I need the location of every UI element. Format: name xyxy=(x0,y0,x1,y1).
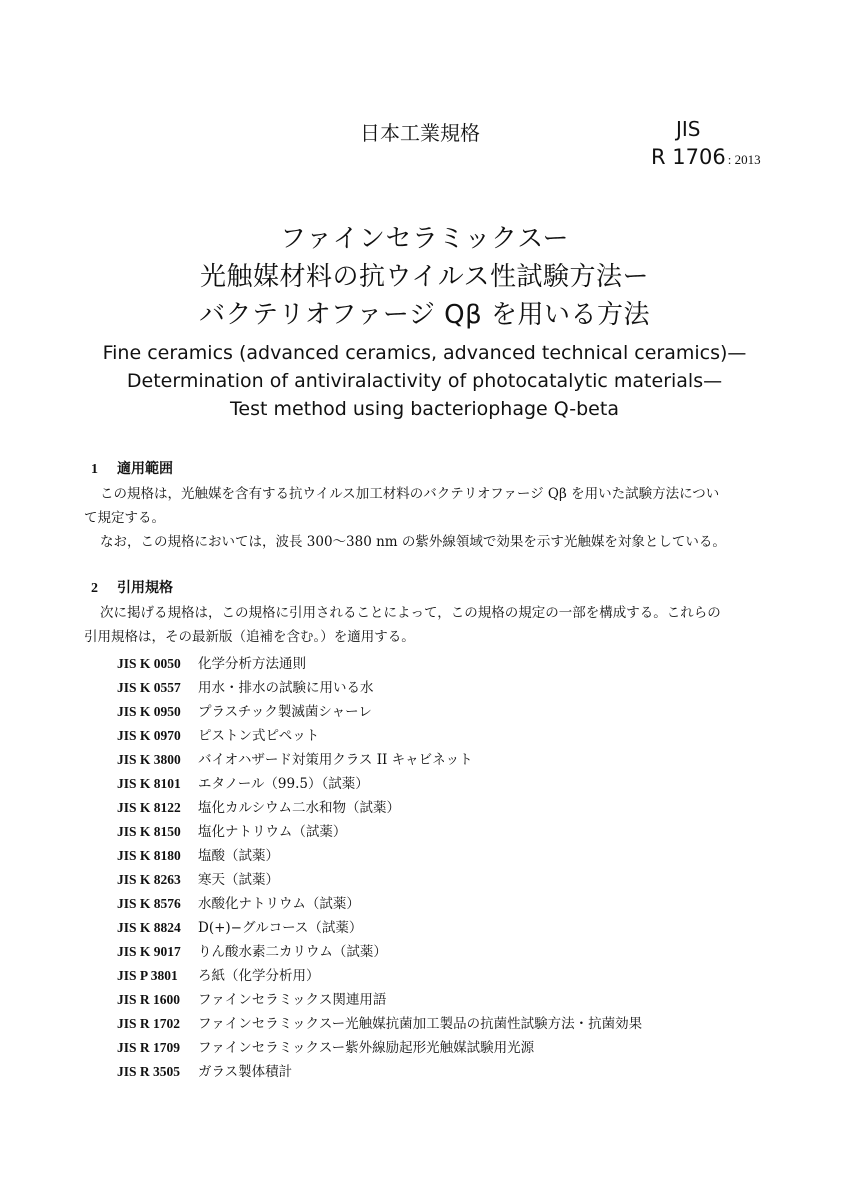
reference-title: エタノール（99.5）（試薬） xyxy=(198,776,369,792)
reference-item xyxy=(117,916,362,936)
reference-title: 塩化カルシウム二水和物（試薬） xyxy=(198,800,401,816)
reference-item xyxy=(117,988,386,1008)
reference-code: JIS K 8180 xyxy=(117,848,181,863)
reference-item xyxy=(117,892,360,912)
section-1-para-line-1: この規格は，光触媒を含有する抗ウイルス加工材料のバクテリオファージ Qβ を用いた試験方法につい xyxy=(100,486,720,502)
title-en-line-1: Fine ceramics (advanced ceramics, advanced technical ceramics)— xyxy=(102,342,747,364)
reference-code: JIS K 3800 xyxy=(117,752,181,767)
header-label: 日本工業規格 xyxy=(360,121,480,145)
reference-item xyxy=(117,796,400,816)
section-1-para-line-3: なお，この規格においては，波長 300～380 nm の紫外線領域で効果を示す光触媒を対象としている。 xyxy=(100,534,726,550)
reference-code: JIS R 1702 xyxy=(117,1016,181,1031)
section-1-para-line-2: て規定する。 xyxy=(84,510,165,526)
reference-item xyxy=(117,652,306,672)
reference-title: バイオハザード対策用クラス II キャビネット xyxy=(198,752,473,768)
title-jp-line-1: ファインセラミックスー xyxy=(280,224,569,254)
reference-item xyxy=(117,1012,642,1032)
reference-title: ファインセラミックスー光触媒抗菌加工製品の抗菌性試験方法・抗菌効果 xyxy=(198,1016,643,1032)
reference-code: JIS K 9017 xyxy=(117,944,181,959)
section-2-heading xyxy=(91,577,173,597)
reference-code: JIS K 8150 xyxy=(117,824,181,839)
reference-title: ファインセラミックスー紫外線励起形光触媒試験用光源 xyxy=(198,1040,535,1056)
reference-title: 化学分析方法通則 xyxy=(198,656,306,672)
reference-code: JIS R 3505 xyxy=(117,1064,181,1079)
reference-code: JIS K 8824 xyxy=(117,920,181,935)
reference-item xyxy=(117,964,320,984)
reference-item xyxy=(117,748,473,768)
reference-code: JIS K 8122 xyxy=(117,800,181,815)
section-1-number: 1 xyxy=(91,462,98,477)
reference-code: JIS K 8101 xyxy=(117,776,181,791)
reference-item xyxy=(117,676,374,696)
reference-item xyxy=(117,772,369,792)
reference-item xyxy=(117,700,372,720)
reference-title: ピストン式ピペット xyxy=(198,728,320,744)
reference-title: 塩酸（試薬） xyxy=(198,848,279,864)
section-2-para-line-1: 次に掲げる規格は，この規格に引用されることによって，この規格の規定の一部を構成する。これらの xyxy=(100,605,721,621)
reference-item xyxy=(117,844,279,864)
reference-item xyxy=(117,820,346,840)
section-1-title: 適用範囲 xyxy=(117,461,173,477)
title-en-line-2: Determination of antiviralactivity of photocatalytic materials— xyxy=(126,370,723,392)
reference-code: JIS K 0557 xyxy=(117,680,181,695)
reference-item xyxy=(117,868,279,888)
title-jp-line-2: 光触媒材料の抗ウイルス性試験方法ー xyxy=(200,262,649,292)
reference-code: JIS K 0970 xyxy=(117,728,181,743)
standard-code: R 1706 xyxy=(651,145,726,169)
reference-title: りん酸水素二カリウム（試薬） xyxy=(198,944,387,960)
reference-title: ファインセラミックス関連用語 xyxy=(198,992,387,1008)
reference-code: JIS K 0050 xyxy=(117,656,181,671)
jis-mark: JIS xyxy=(676,117,701,141)
section-2-title: 引用規格 xyxy=(117,580,173,596)
reference-item xyxy=(117,1036,534,1056)
reference-item xyxy=(117,1060,292,1080)
reference-title: プラスチック製滅菌シャーレ xyxy=(198,704,372,720)
title-jp-line-3: バクテリオファージ Qβ を用いる方法 xyxy=(198,300,650,330)
section-2-para-line-2: 引用規格は，その最新版（追補を含む。）を適用する。 xyxy=(84,629,415,645)
standard-number xyxy=(651,145,761,169)
reference-code: JIS K 0950 xyxy=(117,704,181,719)
standard-year: : 2013 xyxy=(727,152,761,167)
reference-item xyxy=(117,724,319,744)
reference-title: 寒天（試薬） xyxy=(198,872,279,888)
reference-title: D(+)−グルコース（試薬） xyxy=(198,920,363,936)
reference-code: JIS R 1600 xyxy=(117,992,181,1007)
reference-title: ろ紙（化学分析用） xyxy=(198,968,320,984)
reference-code: JIS P 3801 xyxy=(117,968,178,983)
reference-title: 塩化ナトリウム（試薬） xyxy=(198,824,347,840)
reference-title: 水酸化ナトリウム（試薬） xyxy=(198,896,360,912)
reference-title: ガラス製体積計 xyxy=(198,1064,293,1080)
section-1-heading xyxy=(91,458,173,478)
section-2-number: 2 xyxy=(91,581,98,596)
title-en-line-3: Test method using bacteriophage Q-beta xyxy=(230,398,619,420)
reference-code: JIS K 8263 xyxy=(117,872,181,887)
reference-code: JIS K 8576 xyxy=(117,896,181,911)
reference-title: 用水・排水の試験に用いる水 xyxy=(198,680,374,696)
reference-code: JIS R 1709 xyxy=(117,1040,181,1055)
reference-item xyxy=(117,940,387,960)
